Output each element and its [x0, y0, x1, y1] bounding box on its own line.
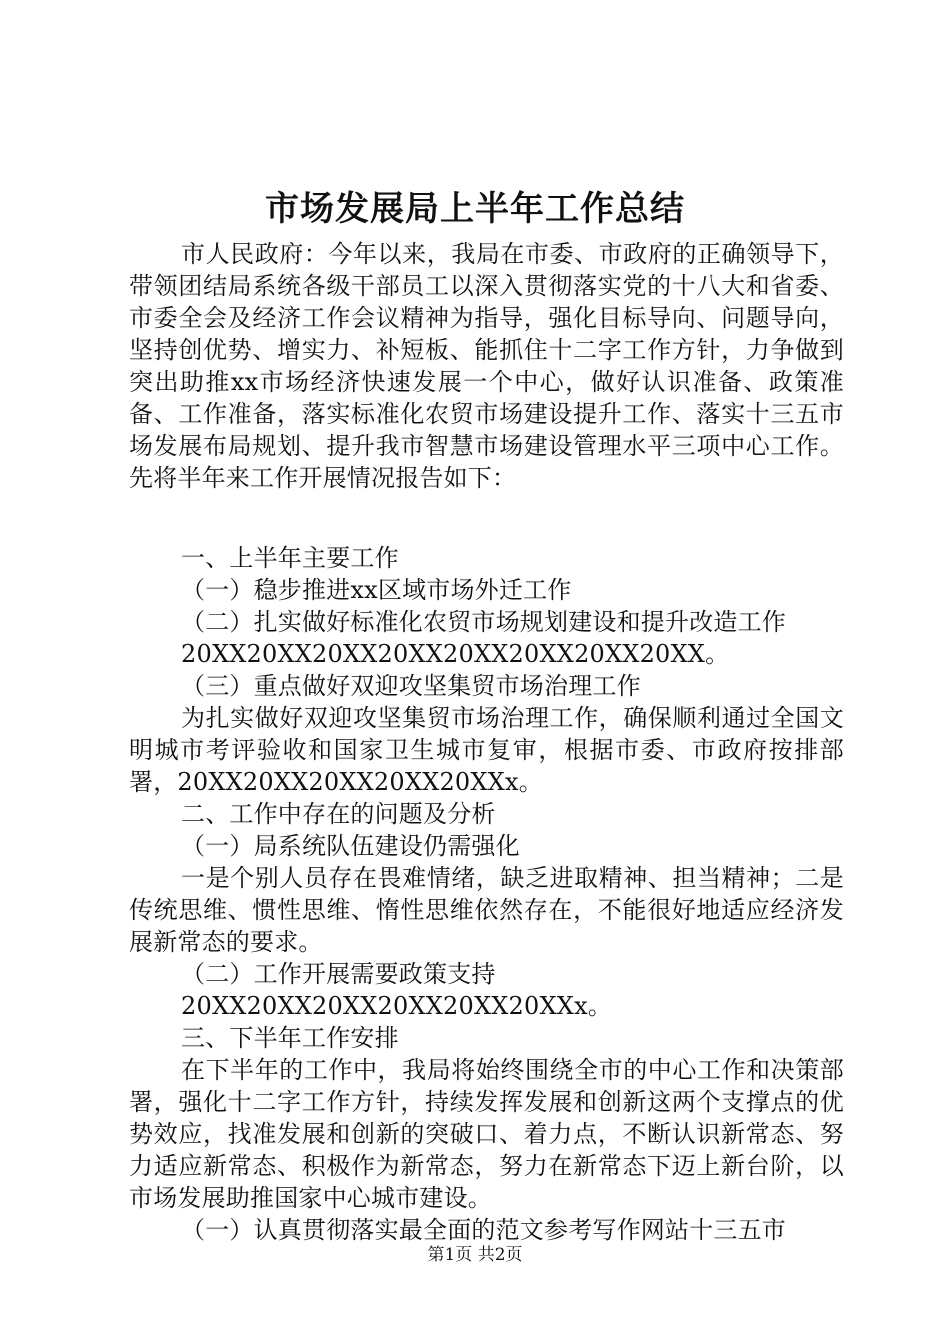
section-heading-2: 二、工作中存在的问题及分析 — [181, 800, 496, 828]
intro-paragraph: 市人民政府：今年以来，我局在市委、市政府的正确领导下，带领团结局系统各级干部员工以深入贯彻落实党的十八大和省委、市委全会及经济工作会议精神为指导，强化目标导向、问题导向，坚持创优势、增实力、补短板、能抓住十二字工作方针，力争做到突出助推xx市场经济快速发展一个中心，做好认识准备、政策准备、工作准备，落实标准化农贸市场建设提升工作、落实十三五市场发展布局规划、提升我市智慧市场建设管理水平三项中心工作。先将半年来工作开展情况报告如下： — [129, 240, 844, 492]
body-paragraph: 在下半年的工作中，我局将始终围绕全市的中心工作和决策部署，强化十二字工作方针，持续发挥发展和创新这两个支撑点的优势效应，找准发展和创新的突破口、着力点，不断认识新常态、努力适应新常态、积极作为新常态，努力在新常态下迈上新台阶，以市场发展助推国家中心城市建设。 — [129, 1056, 844, 1212]
body-paragraph: 20XX20XX20XX20XX20XX20XX20XX20XX。 — [181, 640, 730, 668]
subheading-3-1: （一）认真贯彻落实最全面的范文参考写作网站十三五市 — [181, 1216, 786, 1244]
subheading-1-3: （三）重点做好双迎攻坚集贸市场治理工作 — [181, 672, 641, 700]
document-title: 市场发展局上半年工作总结 — [265, 189, 685, 229]
section-heading-1: 一、上半年主要工作 — [181, 544, 399, 572]
subheading-2-2: （二）工作开展需要政策支持 — [181, 960, 496, 988]
subheading-1-1: （一）稳步推进xx区域市场外迁工作 — [181, 576, 572, 604]
body-paragraph: 为扎实做好双迎攻坚集贸市场治理工作，确保顺利通过全国文明城市考评验收和国家卫生城市复审，根据市委、市政府按排部署，20XX20XX20XX20XX20XXx。 — [129, 704, 844, 796]
document-body — [129, 238, 844, 1246]
section-heading-3: 三、下半年工作安排 — [181, 1024, 399, 1052]
subheading-1-2: （二）扎实做好标准化农贸市场规划建设和提升改造工作 — [181, 608, 786, 636]
subheading-2-1: （一）局系统队伍建设仍需强化 — [181, 832, 520, 860]
body-paragraph: 20XX20XX20XX20XX20XX20XXx。 — [181, 992, 613, 1020]
page-number-footer: 第1页 共2页 — [427, 1245, 523, 1265]
paragraph-spacer — [129, 494, 844, 542]
body-paragraph: 一是个别人员存在畏难情绪，缺乏进取精神、担当精神；二是传统思维、惯性思维、惰性思维依然存在，不能很好地适应经济发展新常态的要求。 — [129, 864, 844, 956]
